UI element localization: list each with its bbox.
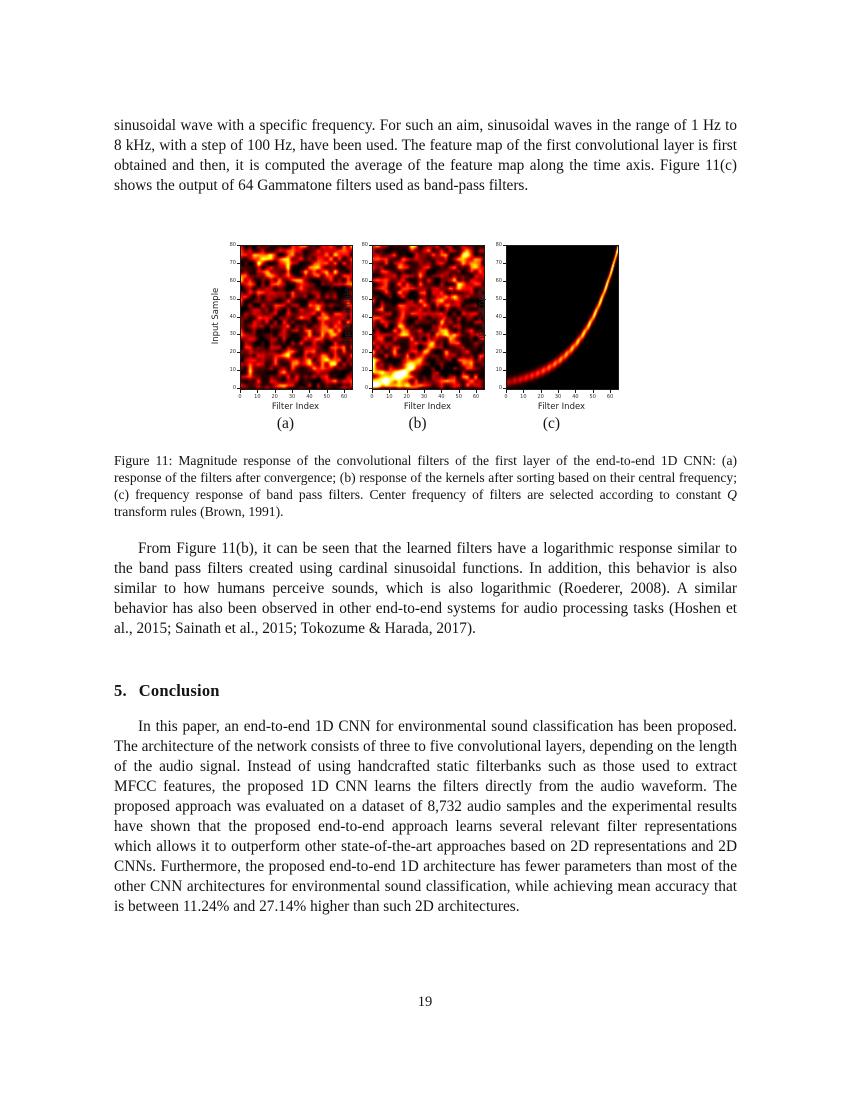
y-axis-tick-label: 80 bbox=[361, 242, 368, 248]
heatmap-plot-area bbox=[372, 245, 485, 390]
y-axis-label: Input Sample bbox=[211, 287, 221, 344]
y-axis-tick-label: 50 bbox=[229, 295, 236, 302]
y-axis-tick-label: 60 bbox=[495, 277, 502, 284]
caption-text-prefix: Figure 11: Magnitude response of the convolutional filters of the first layer of the end-to-end 1D CNN: (a) response of the filters after convergence; (b) response of the kernels after sorting based on their central frequency; (c) frequency response of band pass filters. Center frequency of filters are selected according to constant bbox=[114, 453, 737, 502]
paragraph-sinusoidal: sinusoidal wave with a specific frequency. For such an aim, sinusoidal waves in the range of 1 Hz to 8 kHz, with a step of 100 Hz, have been used. The feature map of the first convolutional layer is first obtained and then, it is computed the average of the feature map along the time axis. Figure 11(c) shows the output of 64 Gammatone filters used as band-pass filters. bbox=[114, 117, 737, 194]
heatmap-plot-area bbox=[506, 245, 619, 390]
y-axis-tick-label: 50 bbox=[361, 295, 368, 302]
y-axis-tick-label: 70 bbox=[229, 259, 236, 266]
y-axis-tick-label: 10 bbox=[229, 367, 236, 374]
figure-11 bbox=[0, 233, 850, 443]
x-axis-tick-label: 40 bbox=[306, 394, 313, 400]
x-axis-tick-mark bbox=[575, 390, 576, 393]
x-axis-tick-label: 20 bbox=[271, 394, 278, 400]
x-axis-tick-mark bbox=[309, 390, 310, 393]
caption-q-symbol: Q bbox=[727, 486, 737, 502]
panel-label: (c) bbox=[542, 415, 561, 432]
y-axis-tick-label: 80 bbox=[495, 242, 502, 248]
x-axis-tick-mark bbox=[327, 390, 328, 393]
heatmap-canvas bbox=[507, 246, 618, 389]
panel-label: (b) bbox=[408, 415, 427, 432]
x-axis-tick-label: 20 bbox=[403, 394, 410, 400]
x-axis-tick-mark bbox=[292, 390, 293, 393]
x-axis-tick-label: 30 bbox=[554, 394, 562, 400]
x-axis-tick-label: 60 bbox=[606, 394, 614, 400]
y-axis-tick-label: 0 bbox=[498, 385, 502, 391]
caption-text-suffix: transform rules (Brown, 1991). bbox=[114, 503, 284, 519]
y-axis-tick-label: 30 bbox=[361, 331, 368, 338]
x-axis-tick-label: 0 bbox=[238, 394, 242, 400]
x-axis-tick-label: 60 bbox=[340, 394, 348, 400]
x-axis-tick-label: 20 bbox=[537, 394, 544, 400]
x-axis-tick-label: 50 bbox=[589, 394, 596, 400]
y-axis-tick-label: 40 bbox=[229, 313, 236, 320]
x-axis-tick-label: 60 bbox=[472, 394, 480, 400]
x-axis-tick-mark bbox=[541, 390, 542, 393]
y-axis-tick-label: 80 bbox=[229, 242, 236, 248]
x-axis-tick-label: 50 bbox=[455, 394, 462, 400]
x-axis-tick-label: 30 bbox=[288, 394, 296, 400]
y-axis-tick-label: 10 bbox=[361, 367, 368, 374]
x-axis-tick-label: 10 bbox=[386, 394, 393, 400]
section-number: 5. bbox=[114, 681, 127, 700]
x-axis-tick-mark bbox=[344, 390, 345, 393]
x-axis-tick-mark bbox=[506, 390, 507, 393]
section-heading-conclusion bbox=[114, 681, 220, 701]
y-axis-tick-label: 20 bbox=[495, 349, 502, 356]
x-axis-tick-label: 40 bbox=[572, 394, 579, 400]
y-axis-tick-label: 20 bbox=[229, 349, 236, 356]
x-axis-tick-mark bbox=[275, 390, 276, 393]
page-number: 19 bbox=[417, 994, 433, 1010]
x-axis-label: Filter Index bbox=[537, 402, 586, 412]
y-axis-tick-label: 50 bbox=[495, 295, 502, 302]
y-axis-tick-label: 0 bbox=[232, 385, 236, 391]
x-axis-tick-mark bbox=[476, 390, 477, 393]
y-axis-tick-label: 60 bbox=[361, 277, 368, 284]
x-axis-tick-label: 40 bbox=[438, 394, 445, 400]
x-axis-tick-mark bbox=[407, 390, 408, 393]
figure-11-caption bbox=[114, 453, 737, 521]
x-axis-tick-label: 30 bbox=[420, 394, 428, 400]
y-axis-tick-label: 30 bbox=[495, 331, 502, 338]
x-axis-tick-mark bbox=[389, 390, 390, 393]
x-axis-tick-mark bbox=[558, 390, 559, 393]
y-axis-tick-label: 20 bbox=[361, 349, 368, 356]
x-axis-tick-mark bbox=[610, 390, 611, 393]
x-axis-tick-mark bbox=[424, 390, 425, 393]
paragraph-discussion: From Figure 11(b), it can be seen that the learned filters have a logarithmic response similar to the band pass filters created using cardinal sinusoidal functions. In addition, this behavior is also similar to how humans perceive sounds, which is also logarithmic (Roederer, 2008). A similar behavior has also been observed in other end-to-end systems for audio processing tasks (Hoshen et al., 2015; Sainath et al., 2015; Tokozume & Harada, 2017). bbox=[114, 540, 737, 637]
y-axis-tick-label: 40 bbox=[495, 313, 502, 320]
x-axis-label: Filter Index bbox=[403, 402, 452, 412]
x-axis-tick-label: 0 bbox=[504, 394, 508, 400]
x-axis-tick-label: 0 bbox=[370, 394, 374, 400]
x-axis-tick-mark bbox=[372, 390, 373, 393]
y-axis-label: Input Sample bbox=[477, 287, 487, 344]
section-title: Conclusion bbox=[138, 681, 220, 700]
x-axis-tick-mark bbox=[459, 390, 460, 393]
y-axis-tick-label: 30 bbox=[229, 331, 236, 338]
y-axis-tick-label: 60 bbox=[229, 277, 236, 284]
heatmap-plot-area bbox=[240, 245, 353, 390]
y-axis-tick-label: 40 bbox=[361, 313, 368, 320]
x-axis-tick-label: 10 bbox=[520, 394, 527, 400]
x-axis-tick-mark bbox=[441, 390, 442, 393]
heatmap-canvas bbox=[373, 246, 484, 389]
x-axis-tick-mark bbox=[257, 390, 258, 393]
x-axis-tick-label: 10 bbox=[254, 394, 261, 400]
paragraph-conclusion: In this paper, an end-to-end 1D CNN for environmental sound classification has been proposed. The architecture of the network consists of three to five convolutional layers, depending on the length of the audio signal. Instead of using handcrafted static filterbanks such as those used to extract MFCC features, the proposed 1D CNN learns the filters directly from the audio waveform. The proposed approach was evaluated on a dataset of 8,732 audio samples and the experimental results have shown that the proposed end-to-end approach learns several relevant filter representations which allows it to outperform other state-of-the-art approaches based on 2D representations and 2D CNNs. Furthermore, the proposed end-to-end 1D architecture has fewer parameters than most of the other CNN architectures for environmental sound classification, while achieving mean accuracy that is between 11.24% and 27.14% higher than such 2D architectures. bbox=[114, 718, 737, 915]
y-axis-label: Input Sample bbox=[343, 287, 353, 344]
y-axis-tick-label: 70 bbox=[361, 259, 368, 266]
x-axis-label: Filter Index bbox=[271, 402, 320, 412]
y-axis-tick-label: 0 bbox=[364, 385, 368, 391]
panel-label: (a) bbox=[276, 415, 295, 432]
y-axis-tick-label: 70 bbox=[495, 259, 502, 266]
x-axis-tick-mark bbox=[593, 390, 594, 393]
x-axis-tick-mark bbox=[240, 390, 241, 393]
y-axis-tick-label: 10 bbox=[495, 367, 502, 374]
x-axis-tick-label: 50 bbox=[323, 394, 330, 400]
x-axis-tick-mark bbox=[523, 390, 524, 393]
heatmap-canvas bbox=[241, 246, 352, 389]
